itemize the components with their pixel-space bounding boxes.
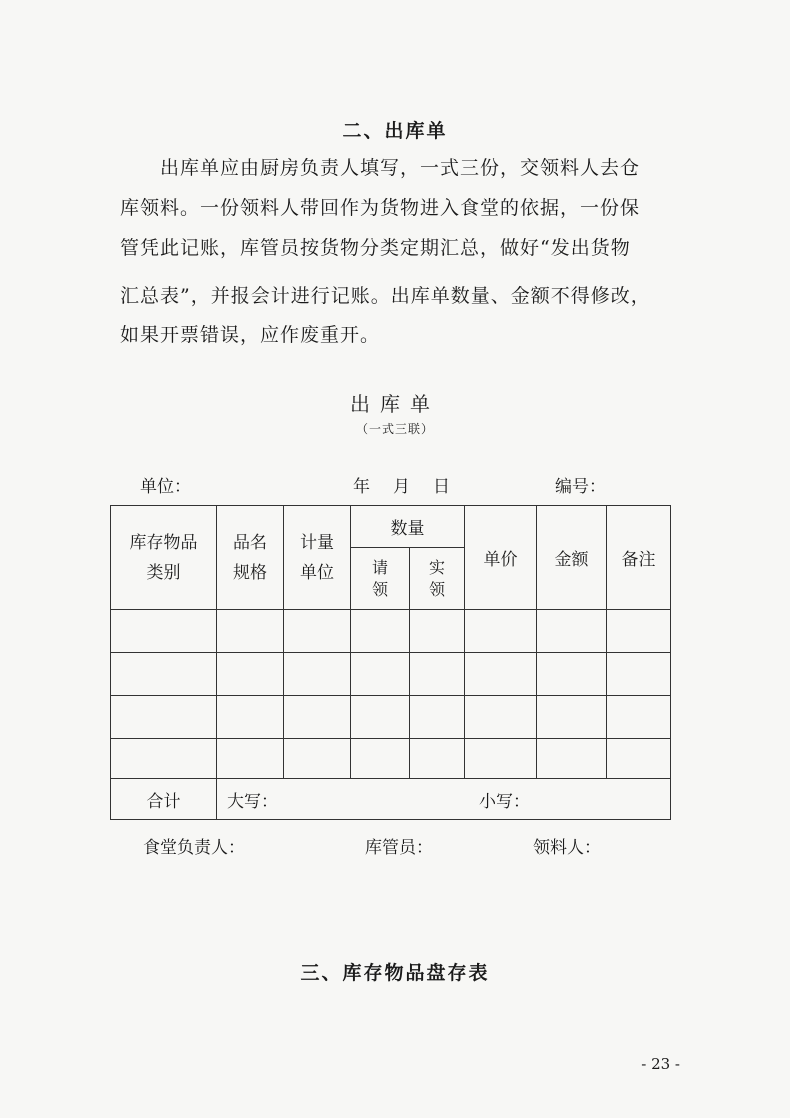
table-cell[interactable]	[351, 739, 410, 779]
header-category: 库存物品 类别	[111, 506, 217, 610]
stock-out-form-table	[110, 505, 671, 820]
table-cell[interactable]	[607, 696, 671, 739]
table-cell[interactable]	[111, 610, 217, 653]
header-quantity: 数量	[351, 506, 465, 548]
receiver-signature-label: 领料人：	[533, 838, 601, 858]
date-label: 年 月 日	[353, 477, 453, 497]
table-cell[interactable]	[284, 696, 351, 739]
table-cell[interactable]	[465, 653, 537, 696]
paragraph-line: 库领料。一份领料人带回作为货物进入食堂的依据，一份保	[120, 197, 641, 219]
capital-amount-label: 大写：	[227, 791, 278, 812]
total-row	[111, 779, 671, 820]
table-cell[interactable]	[284, 610, 351, 653]
table-cell[interactable]	[111, 696, 217, 739]
table-cell[interactable]	[111, 653, 217, 696]
table-cell[interactable]	[410, 696, 465, 739]
table-cell[interactable]	[607, 610, 671, 653]
table-cell[interactable]	[284, 653, 351, 696]
table-cell[interactable]	[410, 610, 465, 653]
table-cell[interactable]	[351, 610, 410, 653]
total-amount-cell[interactable]	[217, 779, 671, 820]
section-3-heading: 三、库存物品盘存表	[300, 962, 490, 984]
table-cell[interactable]	[537, 696, 607, 739]
header-actual: 实 领	[410, 548, 465, 610]
header-remark: 备注	[607, 506, 671, 610]
unit-label: 单位：	[140, 477, 191, 497]
total-label: 合计	[111, 779, 217, 820]
table-cell[interactable]	[537, 610, 607, 653]
section-2-heading: 二、出库单	[342, 120, 448, 142]
form-title: 出库单	[350, 392, 440, 416]
table-cell[interactable]	[217, 696, 284, 739]
header-amount: 金额	[537, 506, 607, 610]
table-cell[interactable]	[217, 610, 284, 653]
table-cell[interactable]	[217, 653, 284, 696]
table-cell[interactable]	[607, 653, 671, 696]
warehouse-keeper-signature-label: 库管员：	[365, 838, 433, 858]
table-row	[111, 610, 671, 653]
table-cell[interactable]	[111, 739, 217, 779]
table-cell[interactable]	[284, 739, 351, 779]
table-row	[111, 696, 671, 739]
header-measure-unit: 计量 单位	[284, 506, 351, 610]
table-cell[interactable]	[537, 653, 607, 696]
table-cell[interactable]	[410, 739, 465, 779]
header-requested: 请 领	[351, 548, 410, 610]
header-name-spec: 品名 规格	[217, 506, 284, 610]
paragraph-line: 汇总表”，并报会计进行记账。出库单数量、金额不得修改，	[120, 285, 651, 307]
table-cell[interactable]	[465, 739, 537, 779]
table-cell[interactable]	[537, 739, 607, 779]
canteen-manager-signature-label: 食堂负责人：	[143, 838, 245, 858]
table-cell[interactable]	[607, 739, 671, 779]
table-cell[interactable]	[410, 653, 465, 696]
number-label: 编号：	[555, 477, 606, 497]
form-subtitle: （一式三联）	[355, 422, 434, 436]
lowercase-amount-label: 小写：	[479, 791, 530, 812]
table-cell[interactable]	[217, 739, 284, 779]
table-cell[interactable]	[465, 610, 537, 653]
header-unit-price: 单价	[465, 506, 537, 610]
table-cell[interactable]	[465, 696, 537, 739]
paragraph-line: 出库单应由厨房负责人填写，一式三份，交领料人去仓	[120, 157, 641, 179]
paragraph-line: 管凭此记账，库管员按货物分类定期汇总，做好“发出货物	[120, 237, 631, 259]
page-number: - 23 -	[641, 1055, 680, 1073]
table-row	[111, 653, 671, 696]
paragraph-line: 如果开票错误，应作废重开。	[120, 324, 381, 346]
table-cell[interactable]	[351, 696, 410, 739]
table-cell[interactable]	[351, 653, 410, 696]
table-row	[111, 739, 671, 779]
